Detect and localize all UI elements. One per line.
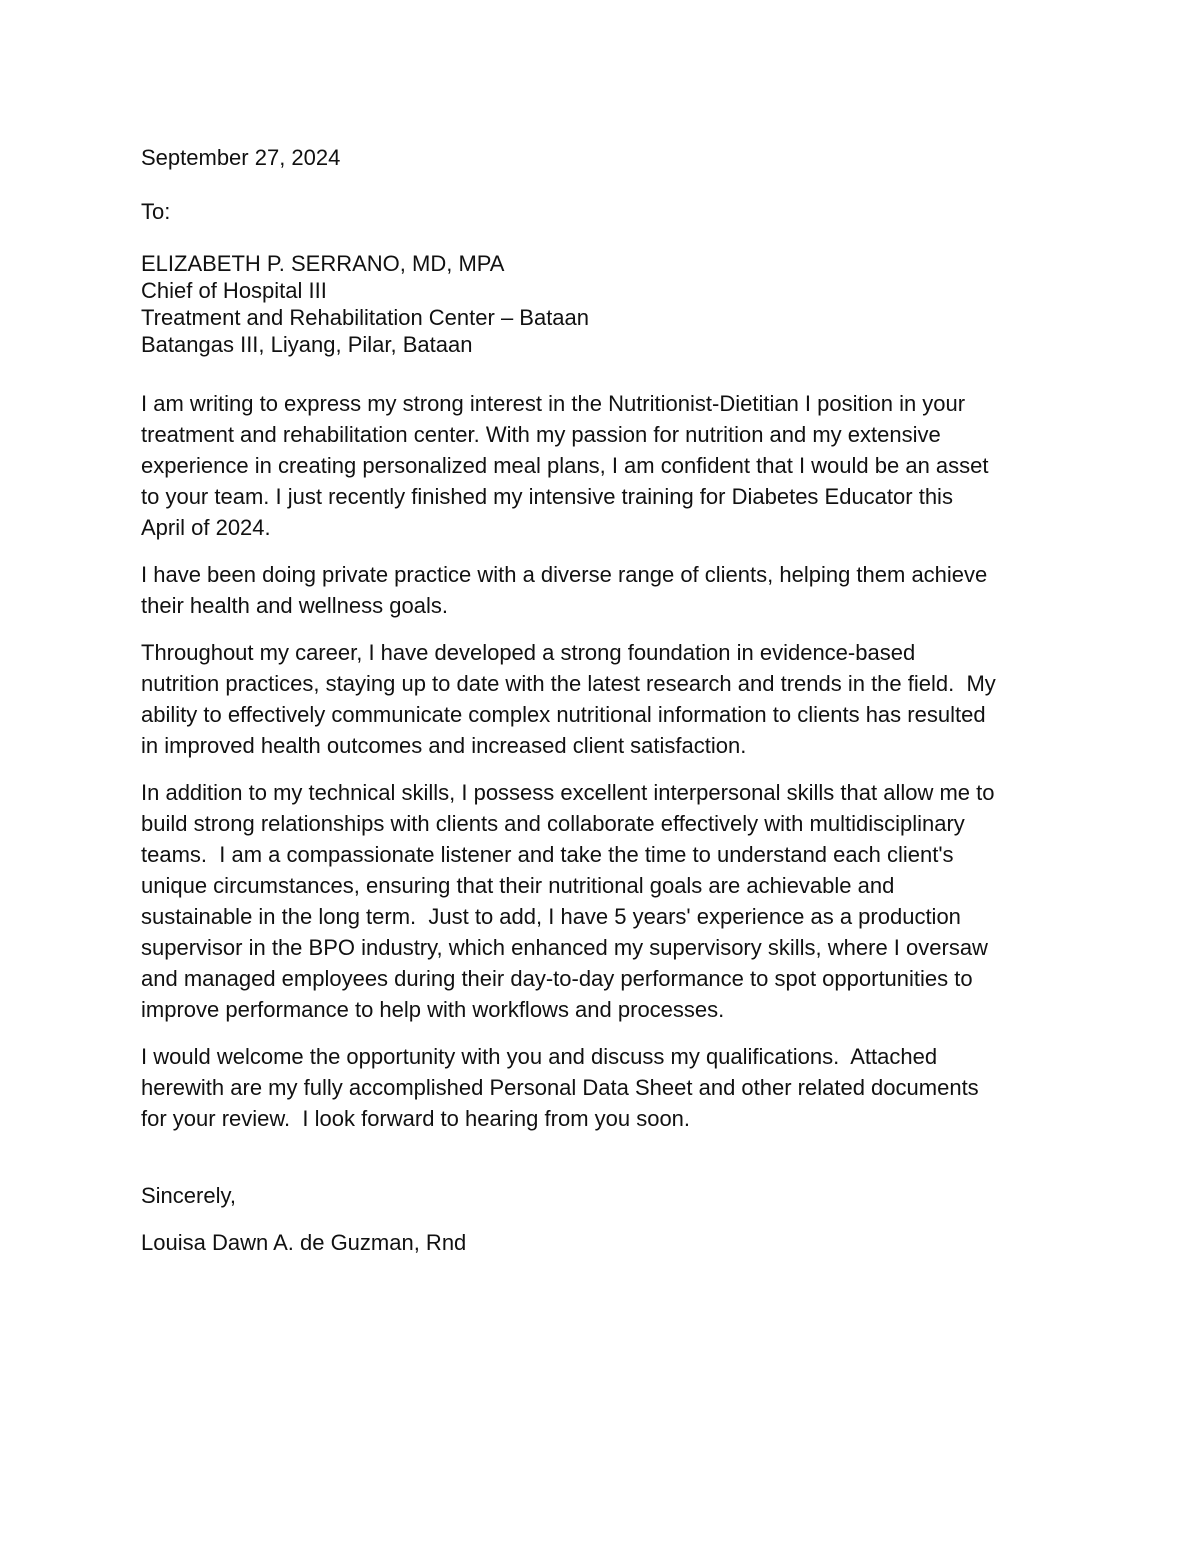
paragraph-line: for your review. I look forward to hearing from you soon. (141, 1106, 691, 1131)
body-paragraph (141, 777, 1071, 1025)
paragraph-line: in improved health outcomes and increased client satisfaction. (141, 733, 747, 758)
signature: Louisa Dawn A. de Guzman, Rnd (141, 1230, 467, 1255)
paragraph-line: supervisor in the BPO industry, which enhanced my supervisory skills, where I oversaw (141, 935, 988, 960)
letter-body (141, 388, 1071, 1134)
body-paragraph (141, 559, 1071, 621)
paragraph-line: to your team. I just recently finished my intensive training for Diabetes Educator this (141, 484, 953, 509)
recipient-name: ELIZABETH P. SERRANO, MD, MPA (141, 251, 505, 276)
paragraph-line: and managed employees during their day-to-day performance to spot opportunities to (141, 966, 973, 991)
paragraph-line: ability to effectively communicate complex nutritional information to clients has resulted (141, 702, 986, 727)
to-label: To: (141, 199, 171, 224)
recipient-address: Batangas III, Liyang, Pilar, Bataan (141, 332, 473, 357)
paragraph-line: Throughout my career, I have developed a strong foundation in evidence-based (141, 640, 916, 665)
closing: Sincerely, (141, 1183, 236, 1208)
paragraph-line: herewith are my fully accomplished Personal Data Sheet and other related documents (141, 1075, 979, 1100)
recipient-block (141, 250, 1071, 358)
paragraph-line: treatment and rehabilitation center. With my passion for nutrition and my extensive (141, 422, 941, 447)
paragraph-line: I have been doing private practice with a diverse range of clients, helping them achieve (141, 562, 988, 587)
paragraph-line: unique circumstances, ensuring that their nutritional goals are achievable and (141, 873, 895, 898)
paragraph-line: experience in creating personalized meal plans, I am confident that I would be an asset (141, 453, 989, 478)
recipient-title: Chief of Hospital III (141, 278, 327, 303)
paragraph-line: nutrition practices, staying up to date with the latest research and trends in the field. My (141, 671, 996, 696)
body-paragraph (141, 388, 1071, 543)
paragraph-line: sustainable in the long term. Just to add, I have 5 years' experience as a production (141, 904, 961, 929)
body-paragraph (141, 637, 1071, 761)
paragraph-line: I am writing to express my strong interest in the Nutritionist-Dietitian I position in your (141, 391, 966, 416)
paragraph-line: teams. I am a compassionate listener and take the time to understand each client's (141, 842, 954, 867)
paragraph-line: I would welcome the opportunity with you and discuss my qualifications. Attached (141, 1044, 938, 1069)
paragraph-line: improve performance to help with workflows and processes. (141, 997, 725, 1022)
paragraph-line: In addition to my technical skills, I possess excellent interpersonal skills that allow me to (141, 780, 995, 805)
letter-page (141, 142, 1071, 1258)
paragraph-line: build strong relationships with clients and collaborate effectively with multidisciplinary (141, 811, 965, 836)
letter-date: September 27, 2024 (141, 145, 341, 170)
paragraph-line: April of 2024. (141, 515, 271, 540)
recipient-organization: Treatment and Rehabilitation Center – Bataan (141, 305, 590, 330)
paragraph-line: their health and wellness goals. (141, 593, 448, 618)
body-paragraph (141, 1041, 1071, 1134)
